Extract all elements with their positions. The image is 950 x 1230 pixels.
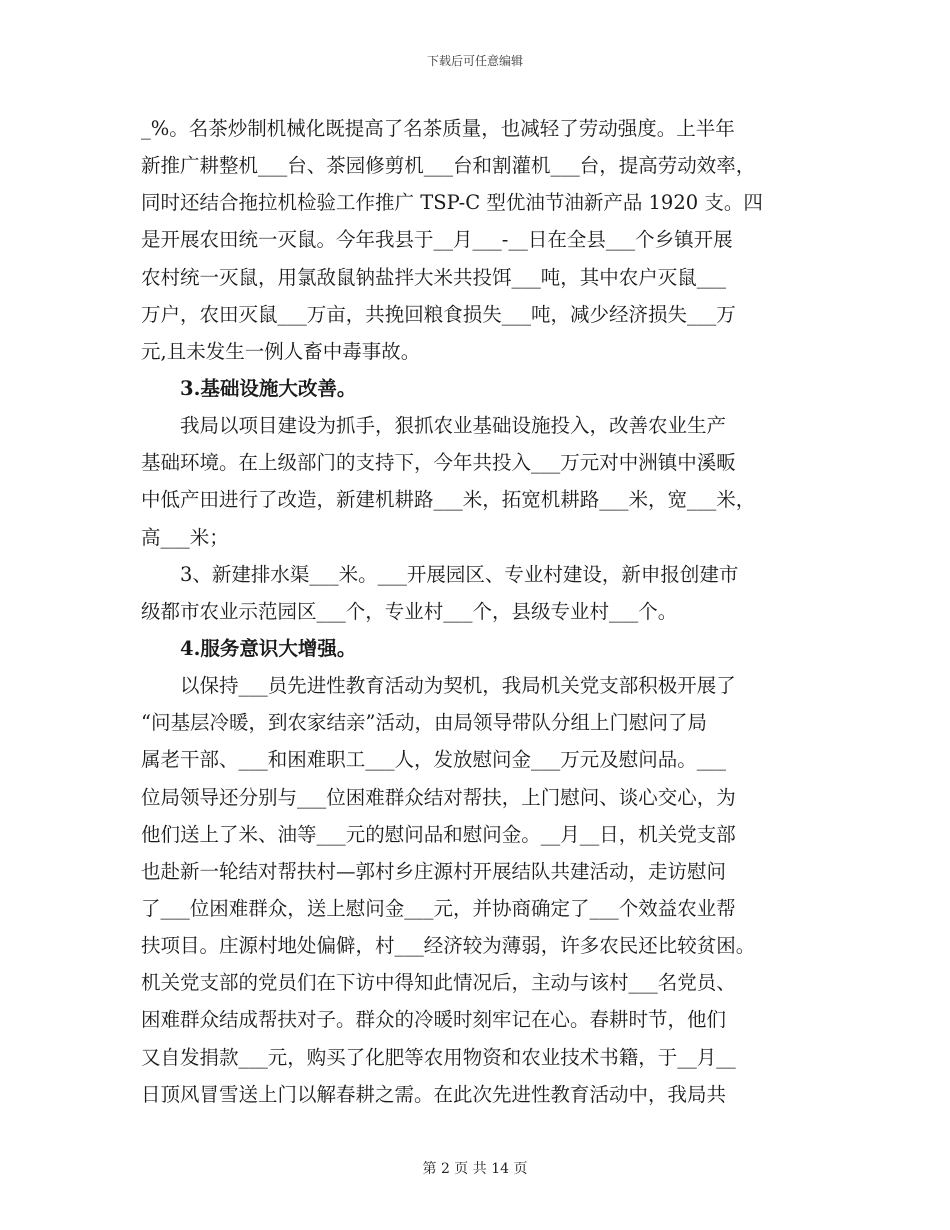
text-line: 日顶风冒雪送上门以解春耕之需。在此次先进性教育活动中，我局共: [141, 1082, 727, 1106]
text-line: 也赴新一轮结对帮扶村—郭村乡庄源村开展结队共建活动，走访慰问: [141, 859, 727, 883]
text-line: 基础环境。在上级部门的支持下，今年共投入___万元对中洲镇中溪畈: [141, 451, 736, 475]
section-heading: 4.服务意识大增强。: [141, 636, 357, 660]
page-footer: 第 2 页 共 14 页: [422, 1161, 528, 1177]
text-line: 元,且未发生一例人畜中毒事故。: [141, 339, 421, 363]
text-line: 是开展农田统一灭鼠。今年我县于__月___-__日在全县___个乡镇开展: [141, 228, 733, 252]
text-line: 我局以项目建设为抓手，狠抓农业基础设施投入，改善农业生产: [141, 414, 727, 438]
text-line: 以保持___员先进性教育活动为契机，我局机关党支部积极开展了: [141, 674, 736, 698]
text-line: 了___位困难群众，送上慰问金___元，并协商确定了___个效益农业帮: [141, 896, 736, 920]
text-line: 农村统一灭鼠，用氯敌鼠钠盐拌大米共投饵___吨，其中农户灭鼠___: [141, 265, 727, 289]
text-line: 位局领导还分别与___位困难群众结对帮扶，上门慰问、谈心交心，为: [141, 785, 736, 809]
section-heading: 3.基础设施大改善。: [141, 376, 357, 400]
text-line: 高___米；: [141, 525, 229, 549]
text-line: 又自发捐款___元，购买了化肥等农用物资和农业技术书籍，于__月__: [141, 1045, 736, 1069]
text-line: 中低产田进行了改造，新建机耕路___米，拓宽机耕路___米，宽___米，: [141, 488, 756, 512]
text-line: 扶项目。庄源村地处偏僻，村___经济较为薄弱，许多农民还比较贫困。: [141, 934, 756, 958]
text-line: 同时还结合拖拉机检验工作推广 TSP-C 型优油节油新产品 1920 支。四: [141, 191, 763, 215]
text-line: _%。名茶炒制机械化既提高了名茶质量，也减轻了劳动强度。上半年: [141, 117, 735, 140]
document-body: [141, 110, 809, 1113]
page-header: 下载后可任意编辑: [426, 54, 523, 68]
text-line: 机关党支部的党员们在下访中得知此情况后，主动与该村___名党员、: [141, 971, 736, 995]
text-line: 他们送上了米、油等___元的慰问品和慰问金。__月__日，机关党支部: [141, 822, 736, 846]
text-line: 困难群众结成帮扶对子。群众的冷暖时刻牢记在心。春耕时节，他们: [141, 1008, 727, 1032]
text-line: 新推广耕整机___台、茶园修剪机___台和割灌机___台，提高劳动效率，: [141, 154, 756, 178]
text-line: 级都市农业示范园区___个，专业村___个，县级专业村___个。: [141, 599, 678, 623]
text-line: 3、新建排水渠___米。___开展园区、专业村建设，新申报创建市: [141, 562, 739, 586]
text-line: “问基层冷暖，到农家结亲”活动，由局领导带队分组上门慰问了局: [141, 711, 707, 735]
text-line: 万户，农田灭鼠___万亩，共挽回粮食损失___吨，减少经济损失___万: [141, 302, 736, 326]
text-line: 属老干部、___和困难职工___人，发放慰问金___万元及慰问品。___: [141, 748, 727, 772]
